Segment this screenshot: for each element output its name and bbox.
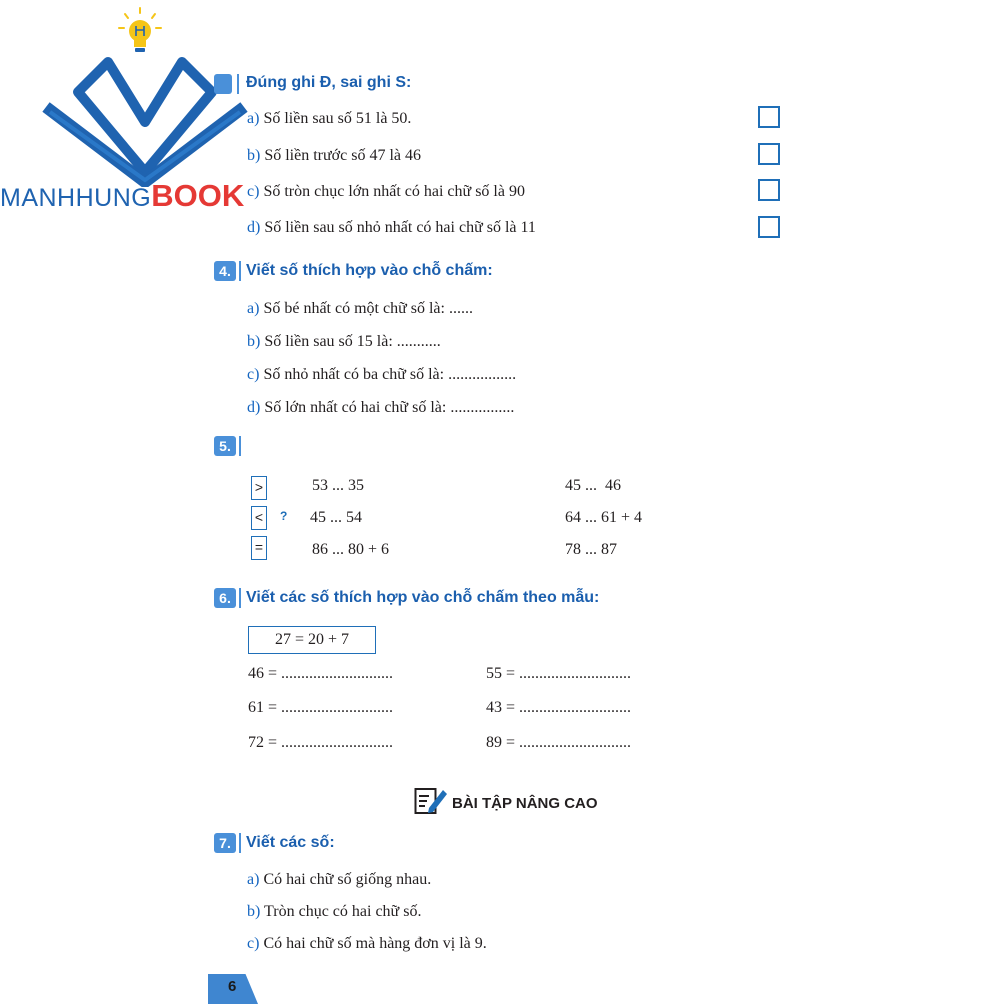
advanced-section-title: BÀI TẬP NÂNG CAO xyxy=(452,795,598,812)
fill-left-2: 61 = ............................ xyxy=(248,699,394,716)
compare-left-1: 53 ... 35 xyxy=(312,477,364,494)
compare-right-1: 45 ... 46 xyxy=(565,477,621,494)
exercise-4-heading: Viết số thích hợp vào chỗ chấm: xyxy=(246,262,493,279)
exercise-7-bar xyxy=(239,833,241,853)
exercise-4-badge: 4. xyxy=(214,261,236,281)
exercise-7-heading: Viết các số: xyxy=(246,834,335,851)
compare-left-3: 86 ... 80 + 6 xyxy=(312,541,390,558)
exercise-4-item-b: b) Số liền sau số 15 là: ........... xyxy=(247,333,441,350)
exercise-7-badge: 7. xyxy=(214,833,236,853)
exercise-3-heading: Đúng ghi Đ, sai ghi S: xyxy=(246,74,412,91)
example-box: 27 = 20 + 7 xyxy=(248,626,376,654)
exercise-6-bar xyxy=(239,588,241,608)
exercise-4-item-d: d) Số lớn nhất có hai chữ số là: ................ xyxy=(247,399,515,416)
edit-note-icon xyxy=(414,786,448,816)
exercise-4-bar xyxy=(239,261,241,281)
answer-box-d[interactable] xyxy=(758,216,780,238)
exercise-7-item-c: c) Có hai chữ số mà hàng đơn vị là 9. xyxy=(247,935,487,952)
exercise-7-item-a: a) Có hai chữ số giống nhau. xyxy=(247,871,432,888)
exercise-3-item-d: d) Số liền sau số nhỏ nhất có hai chữ số là 11 xyxy=(247,219,536,236)
brand-accent: BOOK xyxy=(151,178,245,213)
compare-left-2: 45 ... 54 xyxy=(310,509,362,526)
exercise-3-badge xyxy=(214,74,232,94)
fill-right-3: 89 = ............................ xyxy=(486,734,632,751)
brand-name: MANHHUNG xyxy=(0,184,152,212)
exercise-3-item-c: c) Số tròn chục lớn nhất có hai chữ số là 90 xyxy=(247,183,525,200)
exercise-7-item-b: b) Tròn chục có hai chữ số. xyxy=(247,903,422,920)
lightbulb-icon xyxy=(115,6,165,58)
answer-box-a[interactable] xyxy=(758,106,780,128)
compare-right-3: 78 ... 87 xyxy=(565,541,617,558)
exercise-3-item-a: a) Số liền sau số 51 là 50. xyxy=(247,110,412,127)
exercise-6-badge: 6. xyxy=(214,588,236,608)
exercise-4-item-c: c) Số nhỏ nhất có ba chữ số là: ................. xyxy=(247,366,517,383)
exercise-3-item-b: b) Số liền trước số 47 là 46 xyxy=(247,147,421,164)
answer-box-c[interactable] xyxy=(758,179,780,201)
exercise-5-badge: 5. xyxy=(214,436,236,456)
exercise-3-bar xyxy=(237,74,239,94)
page-number: 6 xyxy=(228,978,237,995)
fill-left-3: 72 = ............................ xyxy=(248,734,394,751)
fill-right-1: 55 = ............................ xyxy=(486,665,632,682)
exercise-5-bar xyxy=(239,436,241,456)
fill-left-1: 46 = ............................ xyxy=(248,665,394,682)
fill-right-2: 43 = ............................ xyxy=(486,699,632,716)
sign-equal: = xyxy=(251,536,267,560)
exercise-6-heading: Viết các số thích hợp vào chỗ chấm theo mẫu: xyxy=(246,589,600,606)
exercise-4-item-a: a) Số bé nhất có một chữ số là: ...... xyxy=(247,300,473,317)
compare-right-2: 64 ... 61 + 4 xyxy=(565,509,643,526)
sign-greater: > xyxy=(251,476,267,500)
question-mark: ? xyxy=(280,509,288,523)
open-book-icon xyxy=(38,52,253,187)
sign-less: < xyxy=(251,506,267,530)
answer-box-b[interactable] xyxy=(758,143,780,165)
